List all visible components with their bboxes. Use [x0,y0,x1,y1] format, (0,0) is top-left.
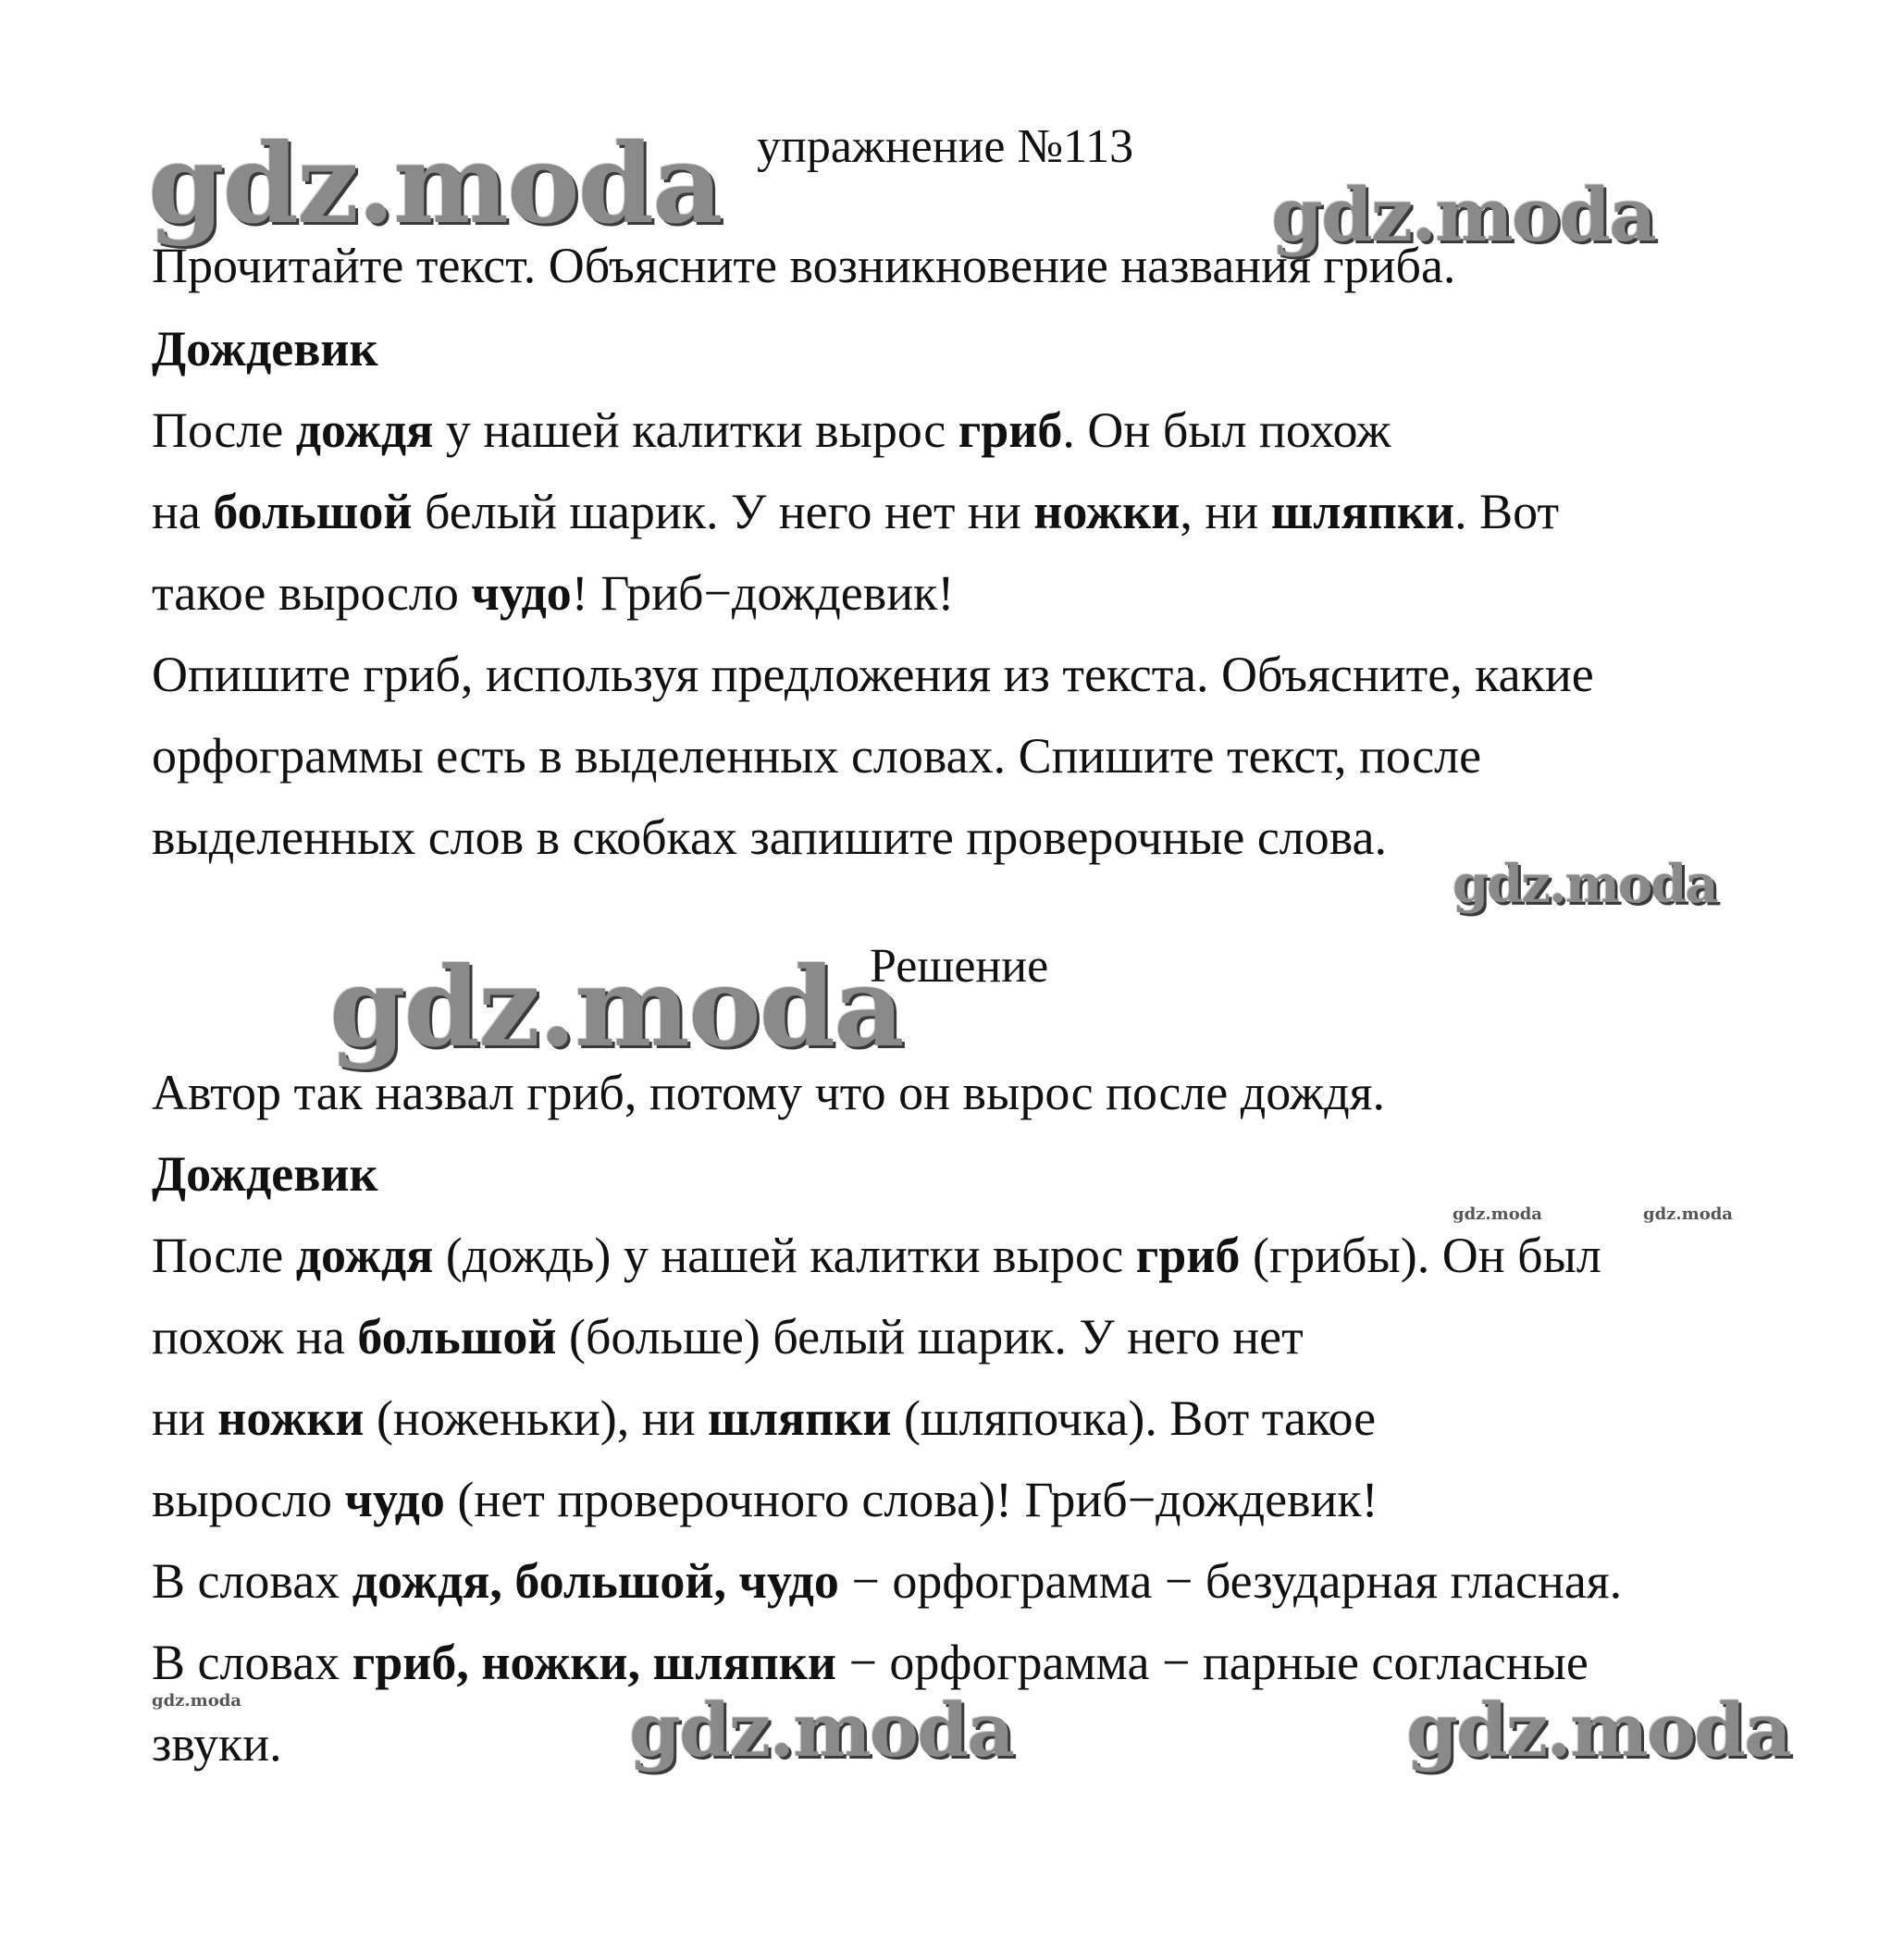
bold-word: большой [357,1309,557,1365]
task-heading-text: Дождевик [152,321,378,377]
text-segment: похож на [152,1309,358,1365]
solution-line [152,1713,282,1774]
text-segment: После [152,1228,296,1283]
watermark-logo: gdz.moda [152,1691,241,1711]
bold-word: дождя [295,402,434,458]
text-segment: (грибы). Он был [1240,1228,1601,1283]
text-segment: . Вот [1454,484,1560,539]
task-line [152,481,1559,542]
text-segment: у нашей калитки вырос [433,402,958,458]
solution-line [152,1062,1385,1123]
bold-word: шляпки [708,1390,892,1446]
bold-word: Дождевик [152,1146,378,1202]
text-segment: − орфограмма − парные согласные [835,1635,1589,1690]
solution-line [152,1632,1589,1693]
text-segment: (нет проверочного слова)! Гриб−дождевик! [444,1472,1379,1527]
bold-word: дождя [295,1228,434,1283]
bold-word: шляпки [1270,484,1455,539]
solution-line [152,1306,1304,1367]
solution-line [152,1550,1622,1612]
solution-title: Решение [870,940,1049,993]
task-line [152,562,954,624]
text-segment: орфограммы есть в выделенных словах. Спишите текст, после [152,728,1482,784]
bold-word: ножки [1033,484,1181,539]
text-segment: ни [152,1390,218,1446]
text-segment: белый шарик. У него нет ни [412,484,1034,539]
watermark-logo: gdz.moda [1643,1204,1733,1224]
text-segment: В словах [152,1635,352,1690]
text-segment: (ноженьки), ни [364,1390,708,1446]
task-line [152,807,1387,868]
text-segment: (шляпочка). Вот такое [891,1390,1377,1446]
task-heading [152,318,378,379]
text-segment: ! Гриб−дождевик! [571,565,955,621]
text-segment: выделенных слов в скобках запишите проверочные слова. [152,809,1387,865]
solution-line [152,1388,1376,1449]
solution-line [152,1225,1601,1286]
bold-word: гриб [958,402,1063,458]
watermark-logo: gdz.moda [1406,1686,1790,1773]
text-segment: звуки. [152,1716,282,1772]
watermark-logo: gdz.moda [1271,171,1655,258]
watermark-logo: gdz.moda [329,943,903,1071]
text-segment: Автор так назвал гриб, потому что он вырос после дождя. [152,1065,1386,1120]
solution-line [152,1143,378,1204]
bold-word: гриб [1135,1228,1241,1283]
bold-word: чудо [471,565,572,621]
bold-word: большой [213,484,413,539]
watermark-logo: gdz.moda [148,119,722,248]
bold-word: гриб, ножки, шляпки [352,1635,836,1690]
bold-word: дождя, большой, чудо [352,1553,839,1609]
text-segment: После [152,402,296,458]
text-segment: Опишите гриб, используя предложения из текста. Объясните, какие [152,647,1594,702]
text-segment: (дождь) у нашей калитки вырос [433,1228,1136,1283]
exercise-title: упражнение №113 [757,120,1134,173]
text-segment: такое выросло [152,565,472,621]
text-segment: . Он был похож [1062,402,1391,458]
text-segment: выросло [152,1472,345,1527]
task-line [152,725,1481,786]
watermark-logo: gdz.moda [1453,854,1717,915]
text-segment: , ни [1180,484,1271,539]
watermark-logo: gdz.moda [629,1686,1013,1773]
text-segment: (больше) белый шарик. У него нет [556,1309,1304,1365]
task-instruction: Прочитайте текст. Объясните возникновение названия гриба. [152,238,1456,293]
task-line [152,644,1594,705]
task-line [152,400,1391,461]
text-segment: В словах [152,1553,352,1609]
text-segment: на [152,484,214,539]
text-segment: − орфограмма − безударная гласная. [838,1553,1623,1609]
bold-word: чудо [344,1472,445,1527]
bold-word: ножки [217,1390,365,1446]
solution-line [152,1469,1379,1530]
watermark-logo: gdz.moda [1453,1204,1542,1224]
